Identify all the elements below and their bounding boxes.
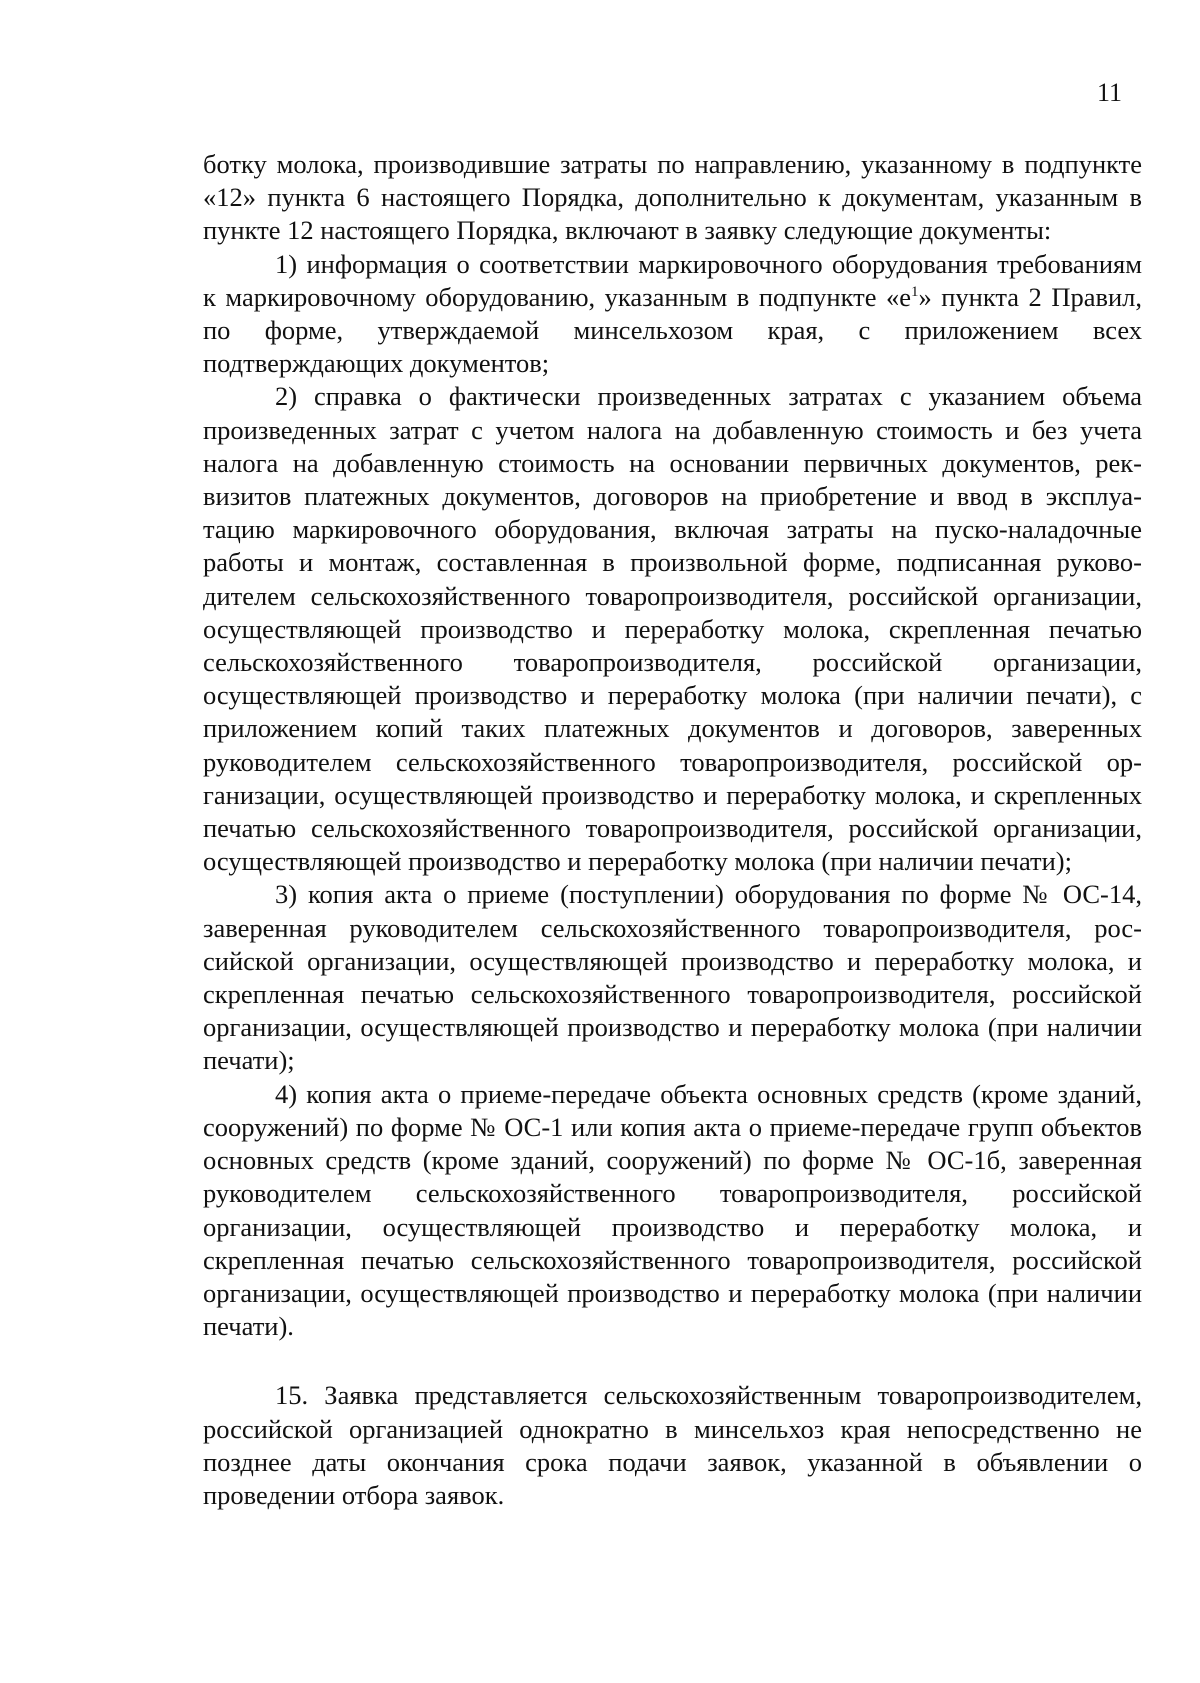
paragraph-15: 15. Заявка представляется сельскохозяйственным товаропроизводителем, российской организацией однократно в минсельхоз края непосредственно не позднее даты окончания срока подачи заявок, указанной в объявлении о проведении отбора заявок.: [203, 1380, 1142, 1510]
list-item-3: 3) копия акта о приеме (поступлении) оборудования по форме № ОС-14, заверенная руководителем сельскохозяйственного товаропроизводителя, российской организации, осуществляющей производство и переработку молока, и скрепленная печатью сельскохозяйственного товаропроизводителя, российской организации, осуществляющей производство и переработку молока (при наличии печати);: [203, 879, 1142, 1076]
list-item-2: 2) справка о фактически произведенных затратах с указанием объема произведенных затрат с учетом налога на добавленную стоимость и без учета налога на добавленную стоимость на основании первичных документов, реквизитов платежных документов, договоров на приобретение и ввод в эксплуатацию маркировочного оборудования, включая затраты на пуско-наладочные работы и монтаж, составленная в произвольной форме, подписанная руководителем сельскохозяйственного товаропроизводителя, российской организации, осуществляющей производство и переработку молока, скрепленная печатью сельскохозяйственного товаропроизводителя, российской организации, осуществляющей производство и переработку молока (при наличии печати), с приложением копий таких платежных документов и договоров, заверенных руководителем сельскохозяйственного товаропроизводителя, российской организации, осуществляющей производство и переработку молока, и скрепленных печатью сельскохозяйственного товаропроизводителя, российской организации, осуществляющей производство и переработку молока (при наличии печати);: [203, 381, 1142, 877]
document-body: [203, 148, 1142, 1512]
superscript-1: 1: [910, 283, 919, 300]
list-item-4: 4) копия акта о приеме-передаче объекта основных средств (кроме зданий, сооружений) по форме № ОС-1 или копия акта о приеме-передаче групп объектов основных средств (кроме зданий, сооружений) по форме № ОС-1б, заверенная руководителем сельскохозяйственного товаропроизводителя, российской организации, осуществляющей производство и переработку молока, и скрепленная печатью сельскохозяйственного товаропроизводителя, российской организации, осуществляющей производство и переработку молока (при наличии печати).: [203, 1078, 1142, 1342]
paragraph-continuation: ботку молока, производившие затраты по направлению, указанному в подпункте «12» пункта 6 настоящего Порядка, дополнительно к документам, указанным в пункте 12 настоящего Порядка, включают в заявку следующие документы:: [203, 149, 1142, 246]
list-item-1-text-start: 1) информация о соответствии маркировочного оборудования требованиям к маркировочному оборудованию, указанным в подпункте «е: [203, 248, 1142, 312]
list-item-1: [203, 248, 1142, 381]
page-number: 11: [1096, 78, 1122, 107]
list-item-1-text-end: » пункта 2 Правил, по форме, утверждаемой минсельхозом края, с приложением всех подтверждающих документов;: [203, 281, 1143, 379]
